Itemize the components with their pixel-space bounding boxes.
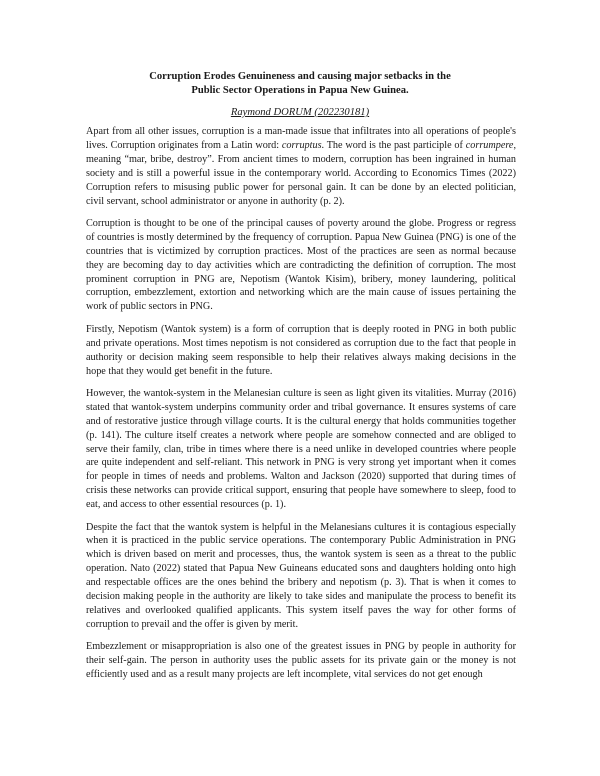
paragraph-1-text-b: . The word is the past participle of	[321, 139, 466, 151]
paragraph-2: Corruption is thought to be one of the principal causes of poverty around the globe. Progress or regress of countries is mostly determined by the frequency of corruption. Papua New Guinea (PNG) is one of the countries that is victimized by corruption practices. Most of the practices are seen as normal because they are becoming day to day activities which are contradicting the definition of corruption. The most prominent corruption in PNG are, Nepotism (Wantok Kisim), bribery, money laundering, political corruption, embezzlement, extortion and networking which are the main cause of issues pertaining the work of public sectors in PNG.	[86, 217, 516, 313]
paragraph-4: However, the wantok-system in the Melanesian culture is seen as light given its vitalities. Murray (2016) stated that wantok-system underpins community order and tribal governance. It ensures systems of care and of restorative justice through village courts. It is the cultural energy that holds communities together (p. 141). The culture itself creates a network where people are somehow connected and are obliged to serve their family, clan, tribe in times where there is a need unlike in developed countries where people are quite independent and self-reliant. This network in PNG is very strong yet important when it comes for people in times of needs and problems. Walton and Jackson (2020) supported that during times of crisis these networks can provide critical support, ensuring that people have somewhere to sleep, food to eat, and access to other essential resources (p. 1).	[86, 387, 516, 511]
paragraph-3: Firstly, Nepotism (Wantok system) is a form of corruption that is deeply rooted in PNG in both public and private operations. Most times nepotism is not considered as corruption due to the fact that people in authority or decision making seem responsible to help their relatives always making decisions in the hope that they would get benefit in the future.	[86, 323, 516, 377]
paragraph-6: Embezzlement or misappropriation is also one of the greatest issues in PNG by people in authority for their self-gain. The person in authority uses the public assets for its private gain or the money is not efficiently used and as a result many projects are left incomplete, vital services do not get enough	[86, 641, 516, 681]
document-title	[90, 70, 510, 97]
paragraph-1	[86, 125, 516, 208]
latin-term-corrumpere: corrumpere	[465, 139, 514, 151]
latin-term-corruptus: corruptus	[281, 139, 322, 151]
paragraph-1-text-a: Apart from all other issues, corruption is a man-made issue that infiltrates into all operations of people's lives. Corruption originates from a Latin word:	[86, 126, 516, 151]
paragraph-1-text-c: , meaning “mar, bribe, destroy”. From ancient times to modern, corruption has been ingrained in human society and is still a powerful issue in the contemporary world. According to Economics Times (2022) Corruption refers to misusing public power for personal gain. It can be done by an elected politician, civil servant, school administrator or anyone in authority (p. 2).	[86, 139, 516, 207]
title-line-1: Corruption Erodes Genuineness and causing major setbacks in the	[149, 71, 451, 82]
document-body	[86, 125, 516, 776]
author-line: Raymond DORUM (202230181)	[230, 107, 370, 118]
paragraph-5: Despite the fact that the wantok system is helpful in the Melanesians cultures it is contagious especially when it is practiced in the public service operations. The contemporary Public Administration in PNG which is driven based on merit and processes, thus, the wantok system is seen as a threat to the public operation. Nato (2022) stated that Papua New Guineans educated sons and daughters holding onto high and respectable offices are the ones behind the bribery and nepotism (p. 3). That is when it comes to decision making people in the authority are likely to take sides and manipulate the process to benefit its relatives and overlooked qualified applicants. This system itself paves the way for other forms of corruption to prevail and the offer is given by merit.	[86, 521, 516, 630]
title-line-2: Public Sector Operations in Papua New Guinea.	[191, 84, 409, 96]
